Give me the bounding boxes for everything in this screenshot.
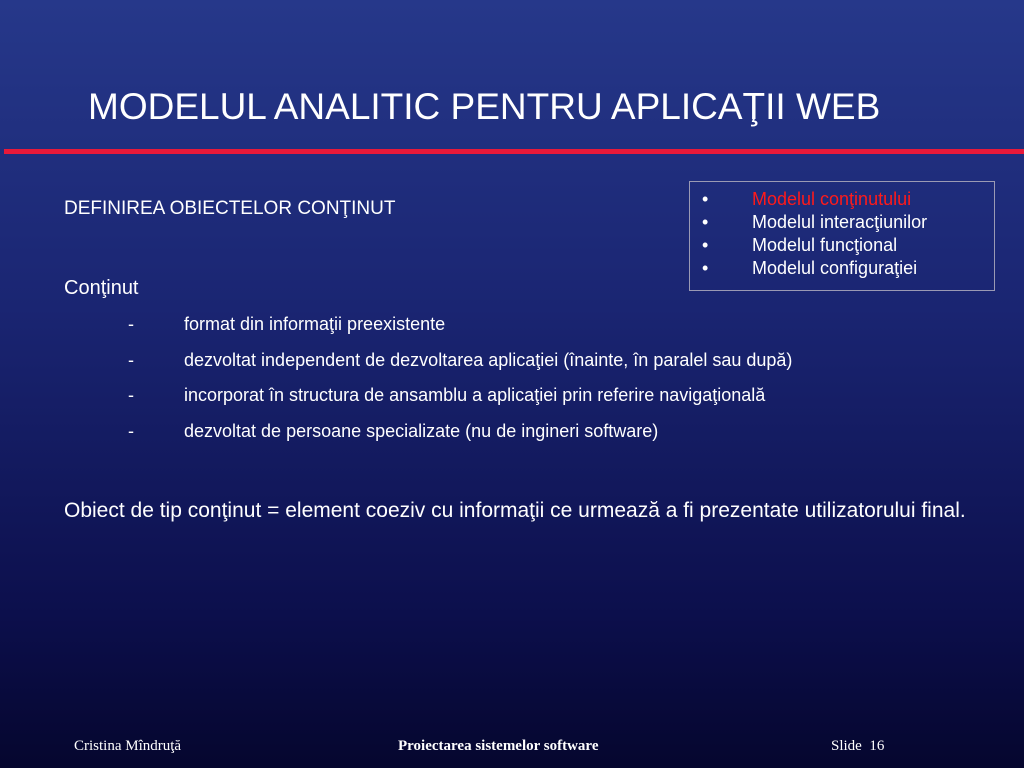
list-item-text: dezvoltat de persoane specializate (nu de ingineri software) <box>184 420 659 441</box>
nav-item-content-model[interactable] <box>690 189 994 212</box>
nav-item-label: Modelul conţinutului <box>752 189 912 209</box>
dash-icon: - <box>128 385 134 405</box>
footer-author: Cristina Mîndruţă <box>74 738 182 754</box>
list-item-text: dezvoltat independent de dezvoltarea aplicaţiei (înainte, în paralel sau după) <box>184 349 793 370</box>
dash-icon: - <box>128 314 134 334</box>
bullet-icon: • <box>702 212 709 232</box>
bullet-icon: • <box>702 189 709 209</box>
model-nav-box <box>689 181 995 291</box>
nav-item-functional-model[interactable] <box>690 235 994 258</box>
slide-label: Slide <box>831 738 862 754</box>
title-divider <box>4 149 1024 154</box>
nav-item-label: Modelul interacţiunilor <box>752 212 928 232</box>
definition-text: Obiect de tip conţinut = element coeziv cu informaţii ce urmează a fi prezentate utilizatorului final. <box>64 499 966 522</box>
footer-course: Proiectarea sistemelor software <box>398 738 599 754</box>
dash-icon: - <box>128 420 134 441</box>
list-item-text: format din informaţii preexistente <box>184 314 446 334</box>
bullet-icon: • <box>702 235 709 255</box>
bullet-icon: • <box>702 258 709 278</box>
section-subtitle: DEFINIREA OBIECTELOR CONŢINUT <box>64 198 396 219</box>
nav-item-label: Modelul configuraţiei <box>752 258 918 278</box>
nav-item-configuration-model[interactable] <box>690 258 994 281</box>
slide-title: MODELUL ANALITIC PENTRU APLICAŢII WEB <box>88 86 881 127</box>
content-heading: Conţinut <box>64 277 139 299</box>
slide-number: 16 <box>869 738 885 754</box>
nav-item-label: Modelul funcţional <box>752 235 898 255</box>
footer-slide-number <box>831 738 884 755</box>
dash-icon: - <box>128 349 134 370</box>
nav-item-interaction-model[interactable] <box>690 212 994 235</box>
list-item-text: incorporat în structura de ansamblu a aplicaţiei prin referire navigaţională <box>184 385 766 405</box>
